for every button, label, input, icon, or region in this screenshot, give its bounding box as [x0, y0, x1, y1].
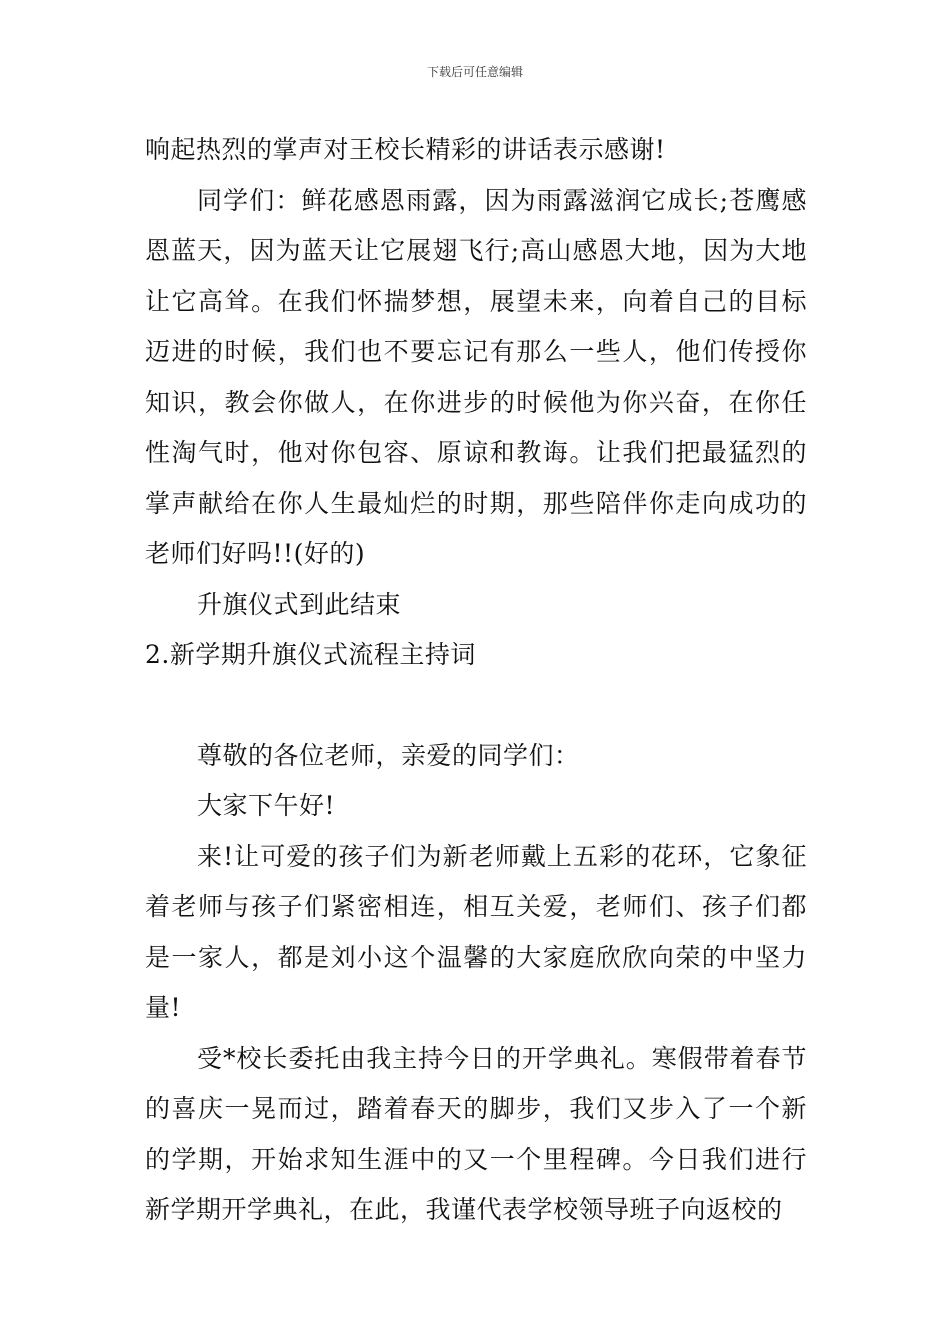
- paragraph-opening-ceremony: 受*校长委托由我主持今日的开学典礼。寒假带着春节的喜庆一晃而过，踏着春天的脚步，我们又步入了一个新的学期，开始求知生涯中的又一个里程碑。今日我们进行新学期开学典礼，在此，我谨代表学校领导班子向返校的: [145, 1043, 807, 1224]
- paragraph-gratitude: 同学们：鲜花感恩雨露，因为雨露滋润它成长;苍鹰感恩蓝天，因为蓝天让它展翅飞行;高山感恩大地，因为大地让它高耸。在我们怀揣梦想，展望未来，向着自己的目标迈进的时候，我们也不要忘记有那么一些人，他们传授你知识，教会你做人，在你进步的时候他为你兴奋，在你任性淘气时，他对你包容、原谅和教诲。让我们把最猛烈的掌声献给在你人生最灿烂的时期，那些陪伴你走向成功的老师们好吗!!(好的): [145, 185, 807, 568]
- paragraph-thanks: 响起热烈的掌声对王校长精彩的讲话表示感谢!: [145, 135, 666, 164]
- blank-line: [145, 681, 807, 731]
- paragraph-greeting: 大家下午好!: [197, 791, 336, 820]
- paragraph-salutation: 尊敬的各位老师，亲爱的同学们：: [197, 740, 580, 770]
- page-header: 下载后可任意编辑: [426, 65, 523, 79]
- paragraph-garland: 来!让可爱的孩子们为新老师戴上五彩的花环，它象征着老师与孩子们紧密相连，相互关爱，老师们、孩子们都是一家人，都是刘小这个温馨的大家庭欣欣向荣的中坚力量!: [145, 841, 807, 1022]
- section-heading: 2.新学期升旗仪式流程主持词: [145, 640, 476, 669]
- document-body: [145, 125, 807, 1236]
- paragraph-ceremony-end: 升旗仪式到此结束: [197, 589, 402, 619]
